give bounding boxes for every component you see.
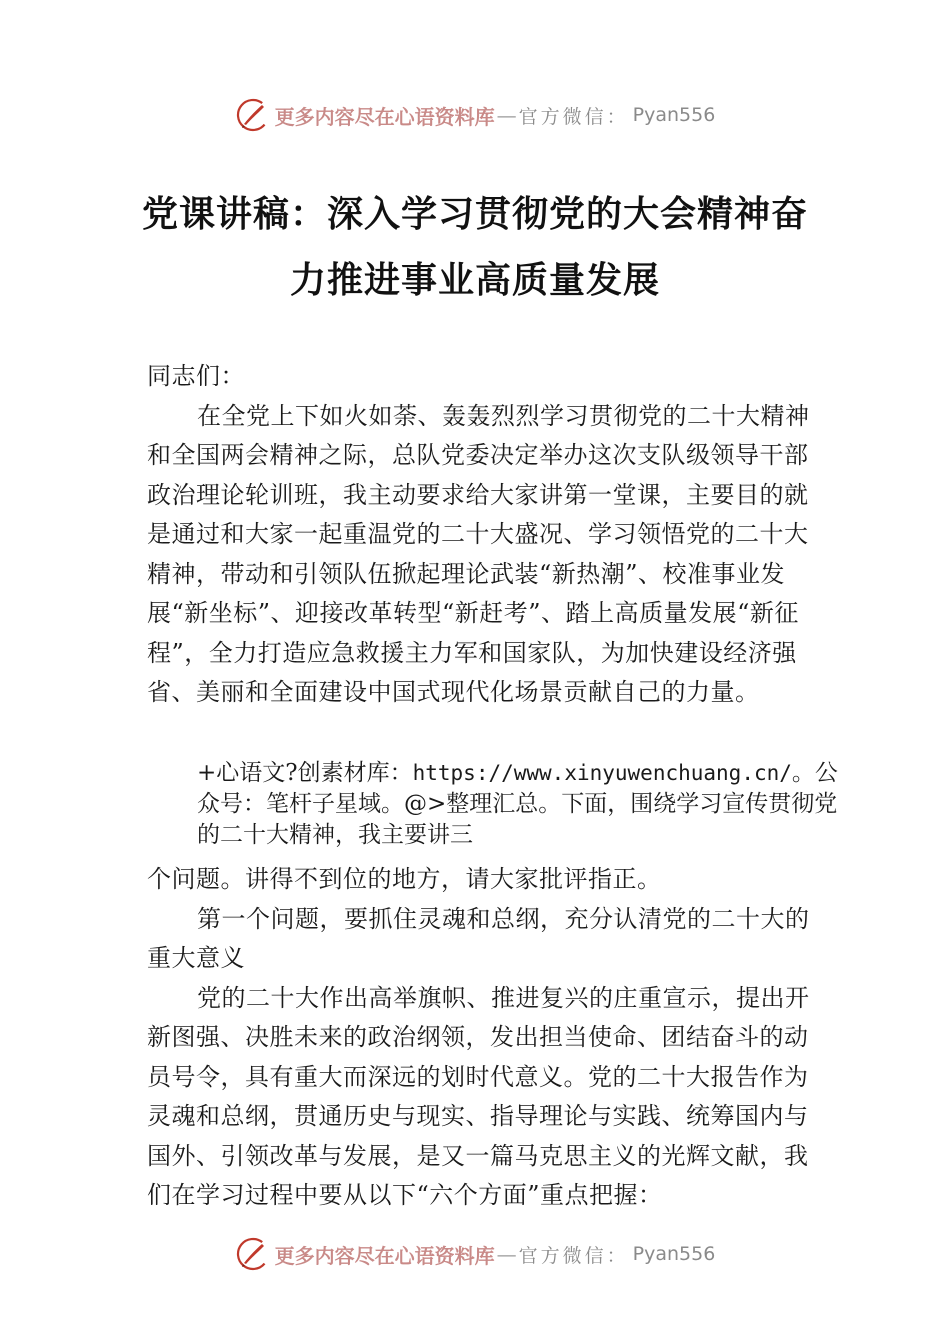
document-title-line-2: 力推进事业高质量发展 xyxy=(289,259,660,301)
brush-logo-icon xyxy=(235,1236,271,1272)
promo-note xyxy=(197,758,847,851)
salutation: 同志们： xyxy=(147,362,245,390)
section-heading-1: 第一个问题，要抓住灵魂和总纲，充分认清党的二十大的重大意义 xyxy=(147,904,810,972)
paragraph-2: 个问题。讲得不到位的地方，请大家批评指正。 xyxy=(147,865,662,893)
paragraph-1: 在全党上下如火如荼、轰轰烈烈学习贯彻党的二十大精神和全国两会精神之际，总队党委决定举办这次支队级领导干部政治理论轮训班，我主动要求给大家讲第一堂课，主要目的就是通过和大家一起重温党的二十大盛况、学习领悟党的二十大精神，带动和引领队伍掀起理论武装“新热潮”、校准事业发展“新坐标”、迎接改革转型“新赶考”、踏上高质量发展“新征程”，全力打造应急救援主力军和国家队，为加快建设经济强省、美丽和全面建设中国式现代化场景贡献自己的力量。 xyxy=(147,401,810,706)
body-section-1 xyxy=(147,357,812,713)
body-section-2 xyxy=(147,860,812,1216)
brand-separator: — xyxy=(496,103,517,127)
footer-brand-separator: — xyxy=(496,1242,517,1266)
brand-text: 更多内容尽在心语资料库 xyxy=(274,104,495,129)
footer-wechat-label: 官方微信： xyxy=(518,1244,629,1267)
footer-wechat-id: Pyan556 xyxy=(632,1243,716,1265)
footer-brand-text: 更多内容尽在心语资料库 xyxy=(274,1243,495,1268)
promo-note-prefix: +心语文?创素材库： xyxy=(197,760,413,786)
wechat-id: Pyan556 xyxy=(632,104,716,126)
brush-logo-icon xyxy=(235,97,271,133)
footer-banner xyxy=(0,1232,950,1276)
promo-note-url: https://www.xinyuwenchuang.cn/ xyxy=(412,761,792,785)
promo-note-rest: 。公众号：笔杆子星域。@>整理汇总。下面，围绕学习宣传贯彻党的二十大精神，我主要讲三 xyxy=(197,760,838,848)
header-banner xyxy=(0,93,950,137)
document-title-line-1: 党课讲稿：深入学习贯彻党的大会精神奋 xyxy=(141,193,808,235)
wechat-label: 官方微信： xyxy=(518,105,629,128)
paragraph-3: 党的二十大作出高举旗帜、推进复兴的庄重宣示，提出开新图强、决胜未来的政治纲领，发出担当使命、团结奋斗的动员号令，具有重大而深远的划时代意义。党的二十大报告作为灵魂和总纲，贯通历史与现实、指导理论与实践、统筹国内与国外、引领改革与发展，是又一篇马克思主义的光辉文献，我们在学习过程中要从以下“六个方面”重点把握： xyxy=(147,983,810,1209)
